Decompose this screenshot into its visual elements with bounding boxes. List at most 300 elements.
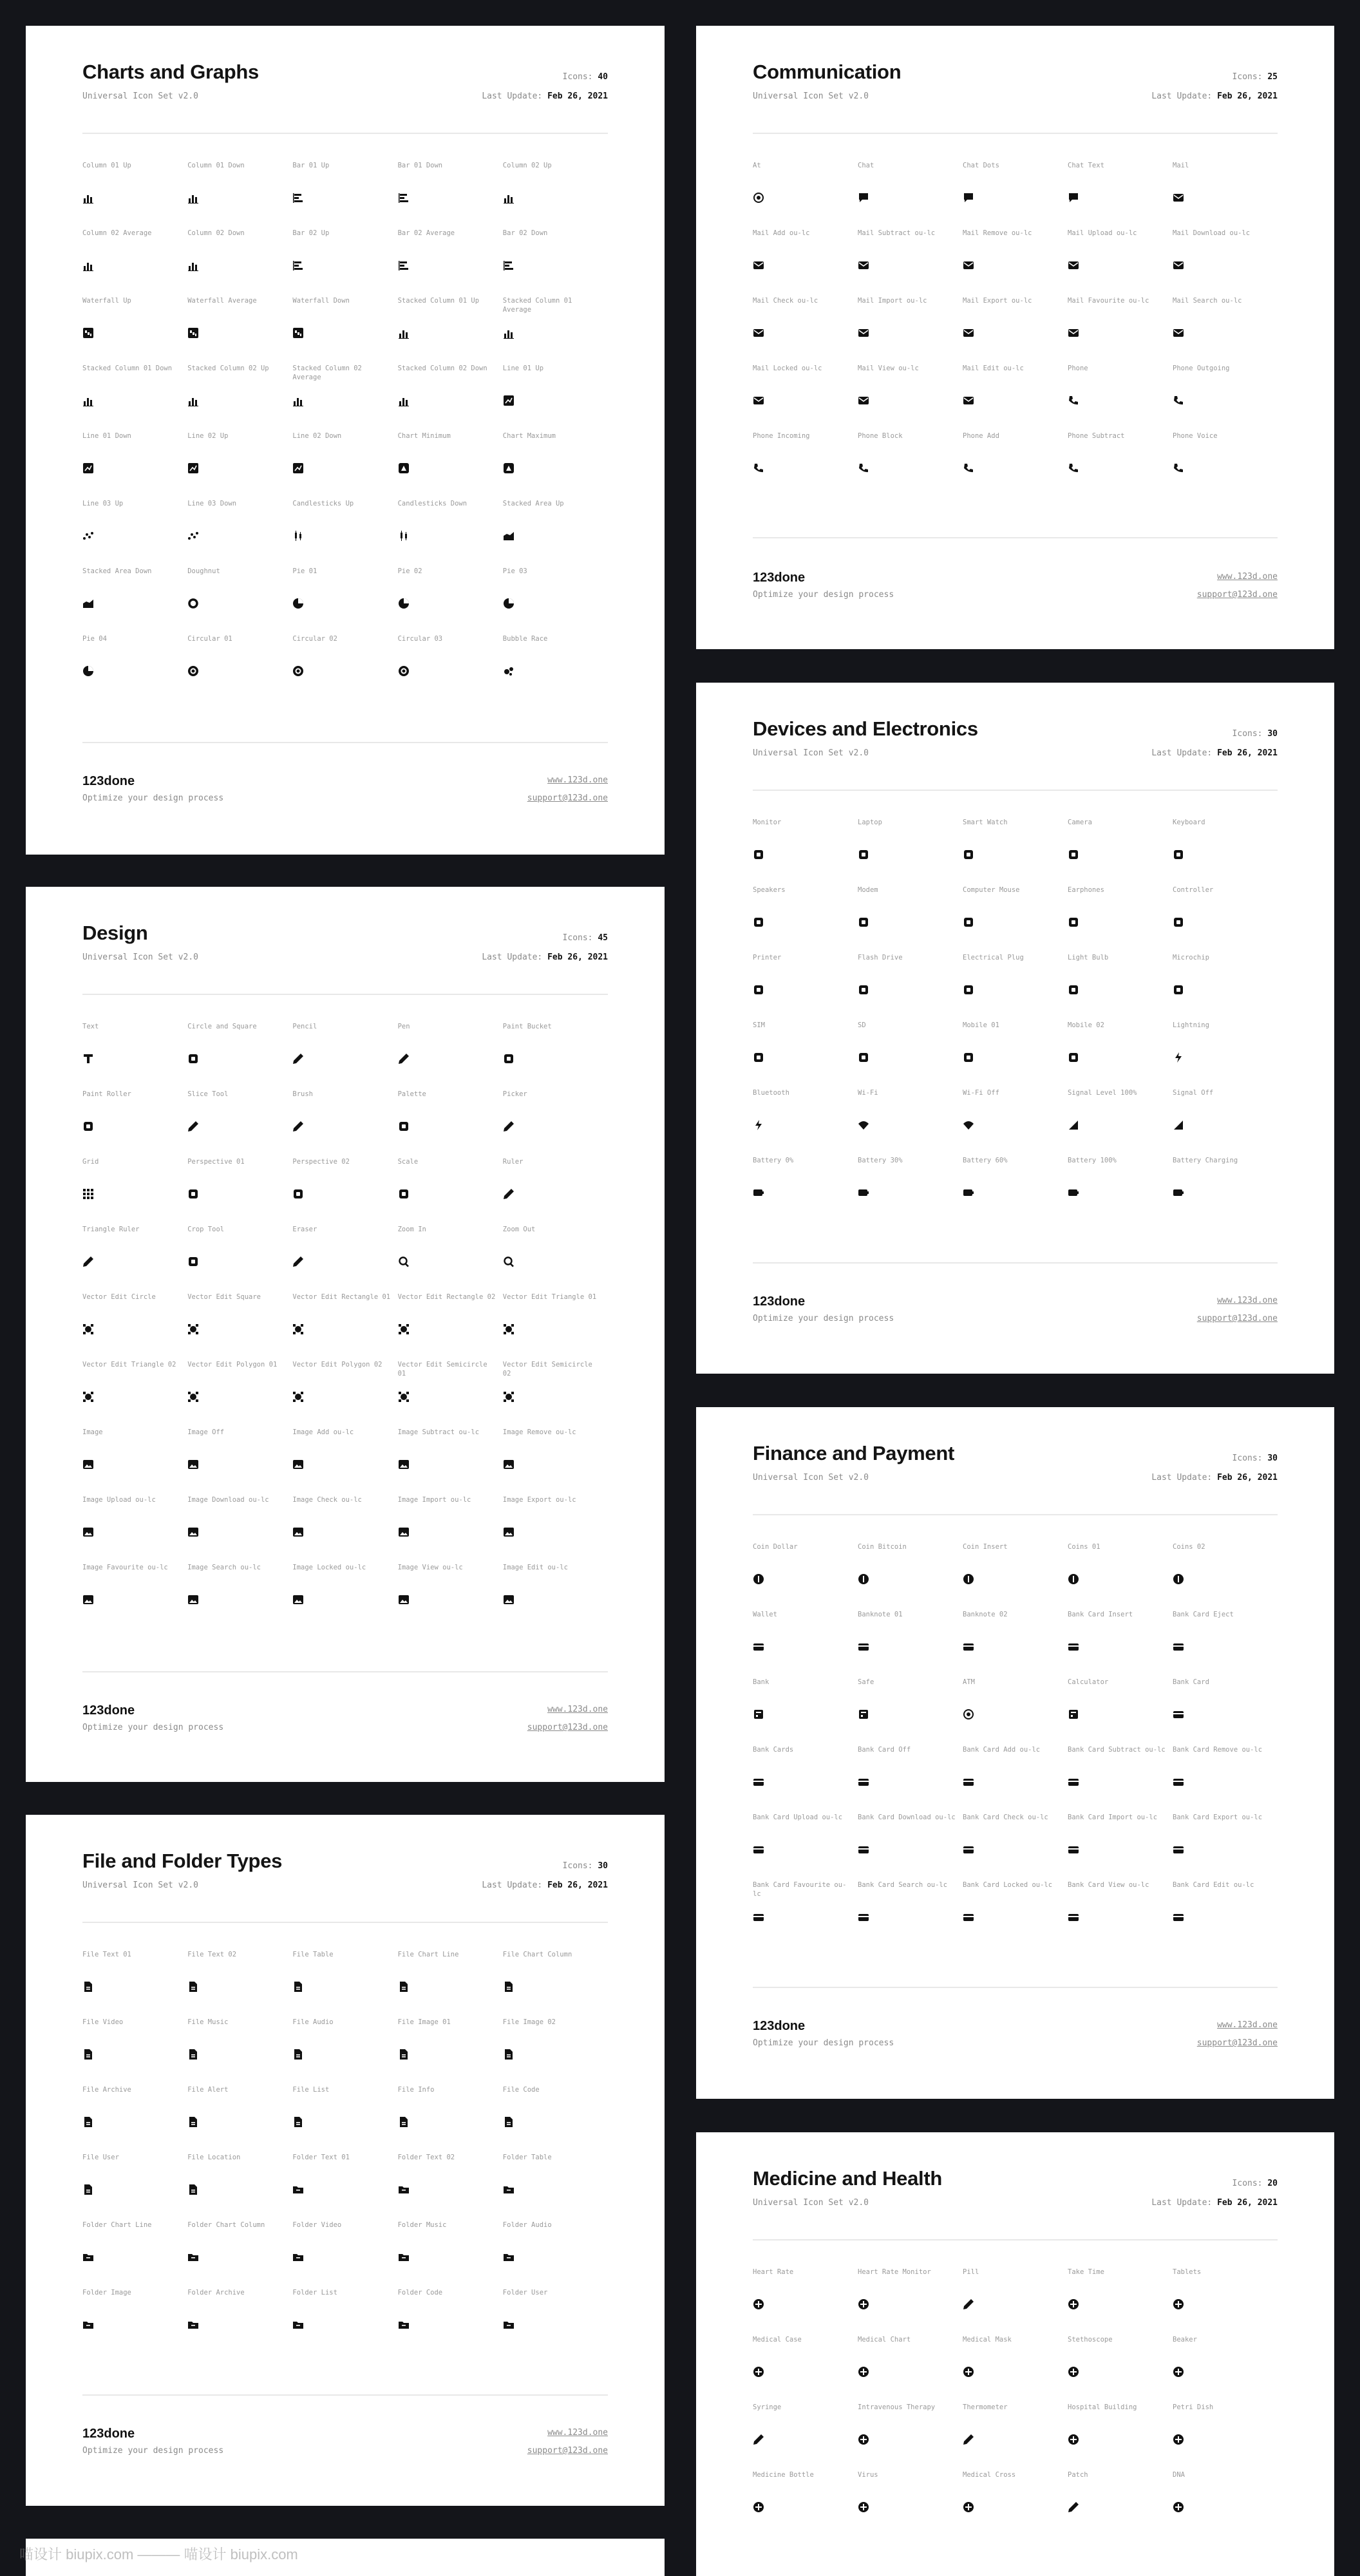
icon-tile[interactable]: [82, 1950, 187, 2018]
icon-tile[interactable]: [82, 567, 187, 634]
icon-tile[interactable]: [187, 2018, 292, 2085]
icon-tile[interactable]: [187, 431, 292, 499]
icon-tile[interactable]: [1068, 1021, 1173, 1088]
icon-tile[interactable]: [503, 567, 608, 634]
icon-tile[interactable]: [753, 1745, 858, 1813]
website-link[interactable]: www.123d.one: [547, 2428, 608, 2438]
icon-tile[interactable]: [858, 953, 963, 1021]
icon-tile[interactable]: [398, 1293, 503, 1360]
support-email-link[interactable]: support@123d.one: [527, 2446, 608, 2456]
icon-tile[interactable]: [753, 818, 858, 886]
icon-tile[interactable]: [858, 2403, 963, 2470]
icon-tile[interactable]: [187, 1090, 292, 1157]
panel-subtitle: Universal Icon Set v2.0: [753, 2198, 869, 2208]
last-update-date: Feb 26, 2021: [1217, 1473, 1278, 1482]
icon-tile[interactable]: [187, 296, 292, 364]
icon-tile[interactable]: [963, 1088, 1068, 1156]
icon-tile[interactable]: [292, 229, 397, 296]
panel-subtitle: Universal Icon Set v2.0: [753, 91, 869, 101]
icon-tile[interactable]: [398, 567, 503, 634]
icon-tile[interactable]: [1173, 1745, 1278, 1813]
icon-tile[interactable]: [292, 499, 397, 567]
icon-tile[interactable]: [1173, 161, 1278, 229]
panel-title: Design: [82, 922, 148, 944]
icon-tile[interactable]: [1173, 2403, 1278, 2470]
icon-tile[interactable]: [963, 1745, 1068, 1813]
icon-tile[interactable]: [292, 1495, 397, 1563]
icon-label: File Image 02: [502, 2018, 556, 2026]
icon-tile[interactable]: [398, 1428, 503, 1495]
icon-tile[interactable]: [753, 1610, 858, 1678]
support-email-link[interactable]: support@123d.one: [1196, 1314, 1278, 1323]
icon-tile[interactable]: [398, 2221, 503, 2288]
icon-tile[interactable]: [1173, 1542, 1278, 1610]
divider: [82, 1671, 608, 1672]
icon-tile[interactable]: [1173, 229, 1278, 296]
icon-tile[interactable]: [858, 2268, 963, 2335]
icon-tile[interactable]: [753, 229, 858, 296]
icon-label: Image Download ou-lc: [187, 1496, 269, 1504]
icon-tile[interactable]: [858, 1678, 963, 1745]
mail-check-icon: [753, 327, 764, 339]
vector-edit-rectangle-02-icon: [398, 1323, 410, 1335]
icon-tile[interactable]: [963, 2335, 1068, 2403]
icon-tile[interactable]: [1173, 364, 1278, 431]
icon-tile[interactable]: [82, 364, 187, 431]
icon-tile[interactable]: [398, 499, 503, 567]
icon-tile[interactable]: [398, 296, 503, 364]
icon-tile[interactable]: [1068, 229, 1173, 296]
icon-tile[interactable]: [187, 1563, 292, 1631]
website-link[interactable]: www.123d.one: [1217, 2020, 1278, 2030]
icon-tile[interactable]: [292, 1293, 397, 1360]
icon-tile[interactable]: [82, 2153, 187, 2221]
icon-tile[interactable]: [1173, 1813, 1278, 1880]
icon-label: Flash Drive: [858, 954, 903, 961]
icon-tile[interactable]: [398, 431, 503, 499]
icon-tile[interactable]: [1068, 1745, 1173, 1813]
icon-tile[interactable]: [963, 364, 1068, 431]
icon-tile[interactable]: [503, 1225, 608, 1293]
icon-label: Bank Card Add ou-lc: [963, 1746, 1041, 1754]
icon-label: Phone Incoming: [753, 432, 810, 440]
icon-tile[interactable]: [1068, 953, 1173, 1021]
icon-tile[interactable]: [292, 431, 397, 499]
icon-tile[interactable]: [753, 2403, 858, 2470]
icon-tile[interactable]: [292, 296, 397, 364]
icon-tile[interactable]: [82, 431, 187, 499]
icon-tile[interactable]: [292, 1225, 397, 1293]
icon-tile[interactable]: [292, 1360, 397, 1428]
panel-file-and-folder-types: [26, 1815, 665, 2506]
icon-tile[interactable]: [753, 953, 858, 1021]
icon-tile[interactable]: [1068, 161, 1173, 229]
icon-tile[interactable]: [963, 1021, 1068, 1088]
icon-tile[interactable]: [187, 1293, 292, 1360]
icon-tile[interactable]: [503, 1293, 608, 1360]
stacked-area-up-icon: [503, 530, 515, 542]
icon-tile[interactable]: [187, 1950, 292, 2018]
icon-tile[interactable]: [187, 2153, 292, 2221]
icon-tile[interactable]: [963, 296, 1068, 364]
icon-tile[interactable]: [1173, 886, 1278, 953]
icon-tile[interactable]: [292, 1090, 397, 1157]
icon-tile[interactable]: [1173, 1610, 1278, 1678]
icon-tile[interactable]: [503, 1157, 608, 1225]
icon-tile[interactable]: [82, 2288, 187, 2356]
icon-tile[interactable]: [963, 1156, 1068, 1224]
icon-tile[interactable]: [1068, 296, 1173, 364]
support-email-link[interactable]: support@123d.one: [1196, 2038, 1278, 2048]
icon-tile[interactable]: [82, 1225, 187, 1293]
icon-count: [563, 1861, 608, 1871]
icon-tile[interactable]: [503, 2221, 608, 2288]
icon-tile[interactable]: [858, 1745, 963, 1813]
icon-label: Camera: [1068, 819, 1092, 826]
icon-tile[interactable]: [187, 1225, 292, 1293]
icon-tile[interactable]: [858, 818, 963, 886]
icon-tile[interactable]: [753, 1088, 858, 1156]
icon-tile[interactable]: [398, 1495, 503, 1563]
icon-label: Zoom Out: [502, 1226, 536, 1233]
icon-label: Medical Cross: [963, 2471, 1016, 2479]
icon-tile[interactable]: [398, 1022, 503, 1090]
icon-tile[interactable]: [1068, 1813, 1173, 1880]
icon-count-label: Icons:: [1232, 2179, 1263, 2188]
icon-tile[interactable]: [963, 2268, 1068, 2335]
wifi-icon: [858, 1119, 869, 1131]
icon-tile[interactable]: [398, 1157, 503, 1225]
icon-tile[interactable]: [82, 1157, 187, 1225]
icon-tile[interactable]: [753, 1678, 858, 1745]
icon-tile[interactable]: [1068, 1678, 1173, 1745]
icon-tile[interactable]: [187, 499, 292, 567]
icon-label: Waterfall Down: [292, 297, 350, 305]
icon-tile[interactable]: [753, 1021, 858, 1088]
icon-tile[interactable]: [1068, 1610, 1173, 1678]
icon-tile[interactable]: [398, 634, 503, 702]
controller-icon: [1173, 916, 1184, 928]
icon-label: Bank Card Favourite ou-lc: [753, 1881, 847, 1898]
icon-tile[interactable]: [1068, 2470, 1173, 2538]
icon-tile[interactable]: [858, 1813, 963, 1880]
icon-tile[interactable]: [398, 2288, 503, 2356]
icon-tile[interactable]: [398, 1090, 503, 1157]
icon-tile[interactable]: [187, 2085, 292, 2153]
phone-incoming-icon: [753, 462, 764, 474]
icon-tile[interactable]: [187, 364, 292, 431]
icon-tile[interactable]: [292, 2085, 397, 2153]
icon-tile[interactable]: [858, 1088, 963, 1156]
icon-tile[interactable]: [858, 1880, 963, 1948]
icon-tile[interactable]: [82, 634, 187, 702]
icon-tile[interactable]: [858, 229, 963, 296]
icon-tile[interactable]: [753, 364, 858, 431]
icon-tile[interactable]: [858, 161, 963, 229]
icon-tile[interactable]: [398, 364, 503, 431]
icon-tile[interactable]: [963, 431, 1068, 499]
icon-tile[interactable]: [1068, 1542, 1173, 1610]
icon-tile[interactable]: [292, 1022, 397, 1090]
icon-tile[interactable]: [1068, 431, 1173, 499]
icon-tile[interactable]: [858, 1610, 963, 1678]
icon-tile[interactable]: [1173, 2335, 1278, 2403]
bank-card-icon: [1173, 1709, 1184, 1720]
icon-label: Column 01 Up: [82, 162, 131, 169]
icon-tile[interactable]: [858, 886, 963, 953]
icon-grid: [82, 161, 608, 702]
icon-tile[interactable]: [187, 229, 292, 296]
icon-tile[interactable]: [292, 1157, 397, 1225]
icon-tile[interactable]: [292, 1563, 397, 1631]
icon-tile[interactable]: [963, 953, 1068, 1021]
icon-tile[interactable]: [503, 431, 608, 499]
panel-devices-and-electronics: [696, 683, 1334, 1374]
icon-tile[interactable]: [753, 1813, 858, 1880]
icon-tile[interactable]: [753, 2268, 858, 2335]
icon-tile[interactable]: [1173, 296, 1278, 364]
bar-02-up-icon: [292, 260, 304, 271]
icon-tile[interactable]: [292, 2221, 397, 2288]
icon-tile[interactable]: [187, 1428, 292, 1495]
icon-tile[interactable]: [1173, 818, 1278, 886]
icon-tile[interactable]: [82, 2018, 187, 2085]
icon-tile[interactable]: [503, 1495, 608, 1563]
icon-tile[interactable]: [503, 2288, 608, 2356]
icon-tile[interactable]: [1173, 1088, 1278, 1156]
icon-tile[interactable]: [963, 2470, 1068, 2538]
icon-tile[interactable]: [503, 1360, 608, 1428]
icon-tile[interactable]: [503, 161, 608, 229]
icon-label: Stacked Area Up: [502, 500, 564, 507]
website-link[interactable]: www.123d.one: [547, 1705, 608, 1714]
icon-count-label: Icons:: [1232, 72, 1263, 82]
icon-tile[interactable]: [1068, 2335, 1173, 2403]
icon-tile[interactable]: [753, 1880, 858, 1948]
icon-tile[interactable]: [963, 1880, 1068, 1948]
icon-tile[interactable]: [187, 161, 292, 229]
icon-tile[interactable]: [753, 2335, 858, 2403]
icon-tile[interactable]: [503, 1090, 608, 1157]
icon-tile[interactable]: [398, 1950, 503, 2018]
icon-label: Battery 0%: [753, 1157, 794, 1164]
icon-tile[interactable]: [858, 1542, 963, 1610]
icon-label: File Archive: [82, 2086, 131, 2094]
icon-label: Stacked Area Down: [82, 567, 152, 575]
icon-tile[interactable]: [82, 2085, 187, 2153]
icon-tile[interactable]: [963, 1610, 1068, 1678]
earphones-icon: [1068, 916, 1079, 928]
icon-tile[interactable]: [753, 2470, 858, 2538]
bank-card-locked-icon: [963, 1911, 974, 1923]
support-email-link[interactable]: support@123d.one: [527, 1723, 608, 1732]
website-link[interactable]: www.123d.one: [547, 775, 608, 785]
icon-tile[interactable]: [503, 229, 608, 296]
icon-tile[interactable]: [858, 1021, 963, 1088]
website-link[interactable]: www.123d.one: [1217, 572, 1278, 582]
icon-tile[interactable]: [187, 567, 292, 634]
icon-tile[interactable]: [187, 1022, 292, 1090]
icon-tile[interactable]: [503, 1428, 608, 1495]
icon-tile[interactable]: [753, 431, 858, 499]
banknote-01-icon: [858, 1641, 869, 1653]
icon-tile[interactable]: [963, 229, 1068, 296]
icon-grid: [82, 1950, 608, 2356]
icon-tile[interactable]: [187, 634, 292, 702]
battery-0-icon: [753, 1187, 764, 1198]
column-01-up-icon: [82, 192, 94, 204]
support-email-link[interactable]: support@123d.one: [527, 793, 608, 803]
icon-label: Vector Edit Rectangle 01: [292, 1293, 391, 1301]
icon-tile[interactable]: [1068, 886, 1173, 953]
icon-tile[interactable]: [1173, 2470, 1278, 2538]
icon-tile[interactable]: [292, 2018, 397, 2085]
icon-tile[interactable]: [503, 2018, 608, 2085]
icon-tile[interactable]: [1173, 953, 1278, 1021]
support-email-link[interactable]: support@123d.one: [1196, 590, 1278, 600]
icon-tile[interactable]: [398, 2085, 503, 2153]
bank-card-insert-icon: [1068, 1641, 1079, 1653]
icon-label: Paint Roller: [82, 1090, 131, 1098]
icon-tile[interactable]: [398, 1360, 503, 1428]
icon-label: File Text 01: [82, 1951, 131, 1958]
zoom-out-icon: [503, 1256, 515, 1267]
image-add-icon: [292, 1459, 304, 1470]
icon-tile[interactable]: [753, 1542, 858, 1610]
icon-tile[interactable]: [753, 1156, 858, 1224]
icon-tile[interactable]: [398, 161, 503, 229]
icon-tile[interactable]: [187, 2288, 292, 2356]
icon-tile[interactable]: [292, 1950, 397, 2018]
last-update: [1151, 748, 1278, 758]
icon-tile[interactable]: [753, 296, 858, 364]
file-table-icon: [292, 1981, 304, 1993]
icon-tile[interactable]: [858, 2335, 963, 2403]
icon-tile[interactable]: [1068, 2403, 1173, 2470]
icon-tile[interactable]: [82, 1293, 187, 1360]
icon-tile[interactable]: [503, 1022, 608, 1090]
icon-tile[interactable]: [82, 229, 187, 296]
icon-tile[interactable]: [292, 2153, 397, 2221]
icon-tile[interactable]: [82, 161, 187, 229]
icon-tile[interactable]: [503, 296, 608, 364]
icon-tile[interactable]: [187, 1495, 292, 1563]
icon-label: File Image 01: [397, 2018, 451, 2026]
icon-label: Battery 100%: [1068, 1157, 1117, 1164]
computer-mouse-icon: [963, 916, 974, 928]
icon-tile[interactable]: [1068, 2268, 1173, 2335]
icon-tile[interactable]: [82, 1022, 187, 1090]
icon-tile[interactable]: [1173, 1156, 1278, 1224]
icon-tile[interactable]: [187, 1360, 292, 1428]
icon-label: Waterfall Up: [82, 297, 131, 305]
icon-tile[interactable]: [187, 2221, 292, 2288]
line-03-up-icon: [82, 530, 94, 542]
icon-tile[interactable]: [292, 364, 397, 431]
icon-tile[interactable]: [1173, 431, 1278, 499]
icon-tile[interactable]: [1068, 364, 1173, 431]
icon-tile[interactable]: [82, 1495, 187, 1563]
icon-label: Wi-Fi Off: [963, 1089, 999, 1097]
icon-grid: [753, 2268, 1278, 2538]
tagline: Optimize your design process: [753, 2038, 894, 2048]
icon-tile[interactable]: [1173, 2268, 1278, 2335]
icon-tile[interactable]: [292, 1428, 397, 1495]
icon-tile[interactable]: [82, 1563, 187, 1631]
icon-tile[interactable]: [503, 1950, 608, 2018]
icon-tile[interactable]: [1068, 1156, 1173, 1224]
icon-label: File Alert: [187, 2086, 229, 2094]
icon-tile[interactable]: [398, 1225, 503, 1293]
icon-tile[interactable]: [398, 2018, 503, 2085]
icon-tile[interactable]: [858, 1156, 963, 1224]
icon-tile[interactable]: [82, 296, 187, 364]
icon-tile[interactable]: [503, 364, 608, 431]
website-link[interactable]: www.123d.one: [1217, 1296, 1278, 1305]
icon-tile[interactable]: [82, 1090, 187, 1157]
icon-tile[interactable]: [858, 2470, 963, 2538]
folder-audio-icon: [503, 2251, 515, 2263]
icon-tile[interactable]: [1173, 1678, 1278, 1745]
icon-tile[interactable]: [503, 2153, 608, 2221]
icon-tile[interactable]: [187, 1157, 292, 1225]
icon-tile[interactable]: [292, 2288, 397, 2356]
icon-tile[interactable]: [753, 161, 858, 229]
icon-tile[interactable]: [292, 567, 397, 634]
icon-tile[interactable]: [82, 1428, 187, 1495]
icon-label: Mail Download ou-lc: [1173, 229, 1251, 237]
icon-tile[interactable]: [858, 431, 963, 499]
icon-tile[interactable]: [1173, 1880, 1278, 1948]
icon-tile[interactable]: [963, 886, 1068, 953]
pie-01-icon: [292, 598, 304, 609]
icon-tile[interactable]: [963, 161, 1068, 229]
icon-tile[interactable]: [398, 229, 503, 296]
icon-tile[interactable]: [503, 499, 608, 567]
coins-01-icon: [1068, 1573, 1079, 1585]
icon-tile[interactable]: [82, 1360, 187, 1428]
icon-tile[interactable]: [963, 2403, 1068, 2470]
icon-tile[interactable]: [1173, 1021, 1278, 1088]
icon-tile[interactable]: [503, 634, 608, 702]
icon-tile[interactable]: [858, 364, 963, 431]
icon-tile[interactable]: [503, 1563, 608, 1631]
icon-tile[interactable]: [1068, 1088, 1173, 1156]
icon-tile[interactable]: [82, 2221, 187, 2288]
divider: [82, 133, 608, 134]
icon-tile[interactable]: [753, 886, 858, 953]
icon-tile[interactable]: [398, 1563, 503, 1631]
icon-label: Waterfall Average: [187, 297, 257, 305]
icon-tile[interactable]: [963, 1678, 1068, 1745]
icon-tile[interactable]: [1068, 818, 1173, 886]
icon-tile[interactable]: [963, 1813, 1068, 1880]
icon-tile[interactable]: [858, 296, 963, 364]
icon-tile[interactable]: [398, 2153, 503, 2221]
last-update: [1151, 91, 1278, 101]
brand-logo: 123done: [82, 1703, 135, 1718]
icon-tile[interactable]: [963, 818, 1068, 886]
medical-case-icon: [753, 2366, 764, 2378]
icon-tile[interactable]: [1068, 1880, 1173, 1948]
icon-tile[interactable]: [963, 1542, 1068, 1610]
icon-label: Scale: [397, 1158, 419, 1166]
mail-import-icon: [858, 327, 869, 339]
icon-tile[interactable]: [292, 634, 397, 702]
icon-tile[interactable]: [82, 499, 187, 567]
icon-tile[interactable]: [503, 2085, 608, 2153]
icon-tile[interactable]: [292, 161, 397, 229]
